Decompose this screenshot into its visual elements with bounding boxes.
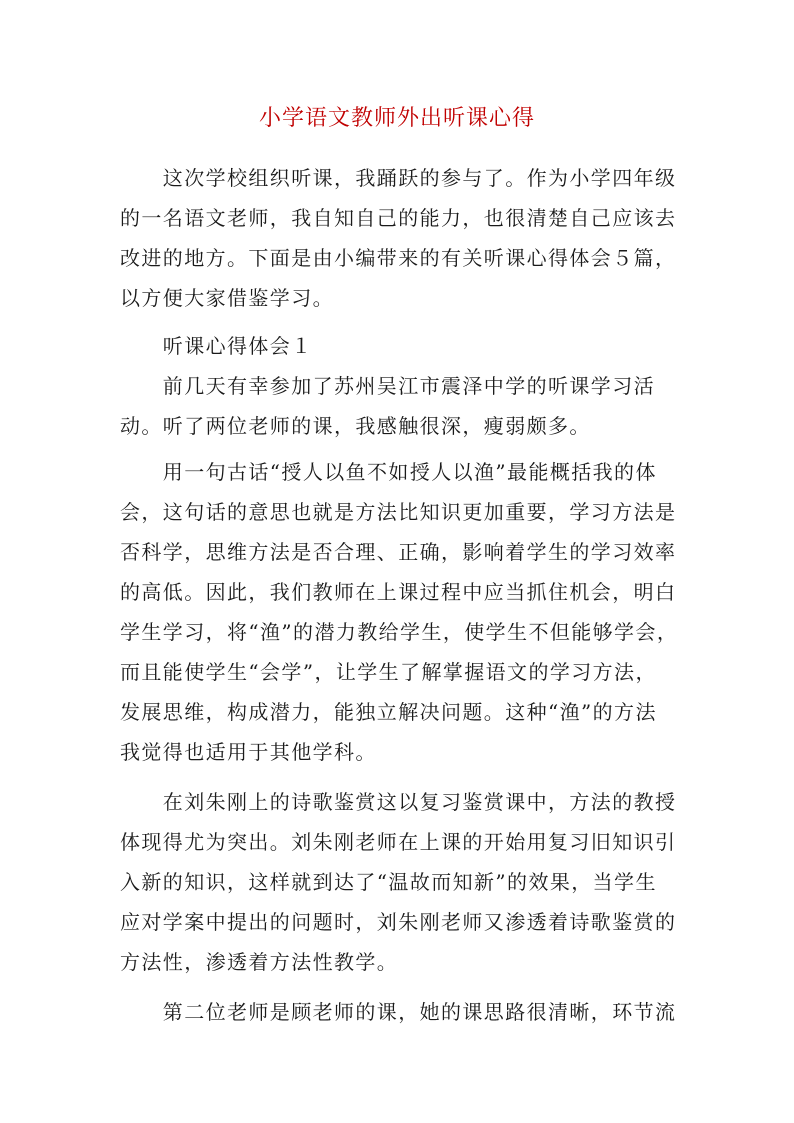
text-line: 入新的知识，这样就到达了“温故而知新”的效果，当学生 xyxy=(120,870,657,894)
text-line: 学生学习，将“渔”的潜力教给学生，使学生不但能够学会， xyxy=(120,620,679,644)
text-line: 否科学，思维方法是否合理、正确，影响着学生的学习效率 xyxy=(120,540,677,564)
section-heading: 听课心得体会１ xyxy=(120,334,313,358)
text-line: 第二位老师是顾老师的课，她的课思路很清晰，环节流 xyxy=(120,1000,677,1024)
text-line: 的一名语文老师，我自知自己的能力，也很清楚自己应该去 xyxy=(120,206,677,230)
text-line: 方法性，渗透着方法性教学。 xyxy=(120,950,399,974)
text-line: 前几天有幸参加了苏州吴江市震泽中学的听课学习活 xyxy=(120,374,655,398)
text-line: 的高低。因此，我们教师在上课过程中应当抓住机会，明白 xyxy=(120,580,677,604)
document-title: 小学语文教师外出听课心得 xyxy=(258,106,535,131)
text-line: 动。听了两位老师的课，我感触很深，瘦弱颇多。 xyxy=(120,414,591,438)
text-line: 我觉得也适用于其他学科。 xyxy=(120,740,377,764)
text-line: 发展思维，构成潜力，能独立解决问题。这种“渔”的方法 xyxy=(120,700,657,724)
text-line: 会，这句话的意思也就是方法比知识更加重要，学习方法是 xyxy=(120,500,677,524)
text-line: 应对学案中提出的问题时，刘朱刚老师又渗透着诗歌鉴赏的 xyxy=(120,910,677,934)
text-line: 这次学校组织听课，我踊跃的参与了。作为小学四年级 xyxy=(120,166,677,190)
text-line: 改进的地方。下面是由小编带来的有关听课心得体会５篇， xyxy=(120,246,677,270)
text-line: 以方便大家借鉴学习。 xyxy=(120,286,334,310)
text-line: 在刘朱刚上的诗歌鉴赏这以复习鉴赏课中，方法的教授 xyxy=(120,790,677,814)
text-line: 用一句古话“授人以鱼不如授人以渔”最能概括我的体 xyxy=(120,460,657,484)
text-line: 体现得尤为突出。刘朱刚老师在上课的开始用复习旧知识引 xyxy=(120,830,677,854)
text-line: 而且能使学生“会学”，让学生了解掌握语文的学习方法， xyxy=(120,660,657,684)
